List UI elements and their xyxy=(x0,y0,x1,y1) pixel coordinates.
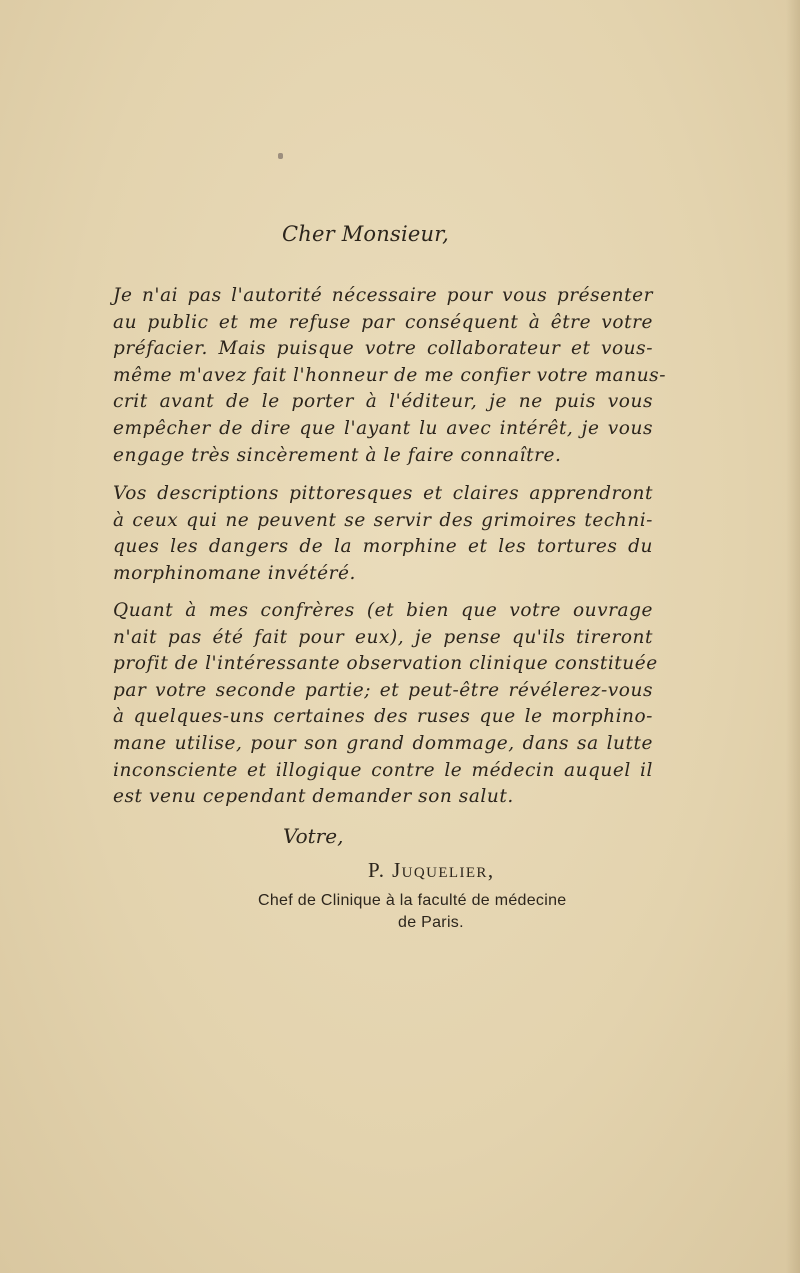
text-line: est venu cependant demander son salut. xyxy=(113,786,514,808)
text-line: préfacier. Mais puisque votre collaborateur et vous- xyxy=(113,338,653,360)
ink-speck xyxy=(278,153,283,159)
text-line: morphinomane invétéré. xyxy=(113,562,356,584)
text-line: même m'avez fait l'honneur de me confier votre manus- xyxy=(113,364,667,386)
signature xyxy=(368,858,494,883)
signer-title: Chef de Clinique à la faculté de médecine xyxy=(258,892,567,909)
text-line: ques les dangers de la morphine et les tortures du xyxy=(113,536,653,558)
text-line: mane utilise, pour son grand dommage, dans sa lutte xyxy=(113,732,653,754)
text-line: Je n'ai pas l'autorité nécessaire pour vous présenter xyxy=(113,285,653,306)
text-line: à ceux qui ne peuvent se servir des grimoires techni- xyxy=(113,509,653,531)
page-edge-shadow xyxy=(786,0,800,1273)
text-line: à quelques-uns certaines des ruses que le morphino- xyxy=(113,706,653,728)
text-line: au public et me refuse par conséquent à être votre xyxy=(113,311,653,333)
signature-name: Juquelier, xyxy=(392,858,495,882)
text-line: inconsciente et illogique contre le médecin auquel il xyxy=(113,759,653,781)
text-line: Vos descriptions pittoresques et claires apprendront xyxy=(113,483,653,504)
letter-paragraph-3 xyxy=(113,598,658,811)
text-line: crit avant de le porter à l'éditeur, je ne puis vous xyxy=(113,391,653,413)
text-line: n'ait pas été fait pour eux), je pense qu'ils tireront xyxy=(113,626,653,648)
letter-closing: Votre, xyxy=(283,824,344,848)
letter-paragraph-2 xyxy=(113,481,653,587)
letter-paragraph-1 xyxy=(113,283,667,469)
signature-initial: P. xyxy=(368,858,386,882)
signer-title-city: de Paris. xyxy=(398,914,464,931)
text-line: Quant à mes confrères (et bien que votre ouvrage xyxy=(113,600,653,621)
text-line: par votre seconde partie; et peut-être révélerez-vous xyxy=(113,679,653,701)
letter-salutation: Cher Monsieur, xyxy=(282,222,450,246)
text-line: engage très sincèrement à le faire connaître. xyxy=(113,444,562,466)
text-line: empêcher de dire que l'ayant lu avec intérêt, je vous xyxy=(113,417,653,439)
text-line: profit de l'intéressante observation clinique constituée xyxy=(113,653,658,675)
